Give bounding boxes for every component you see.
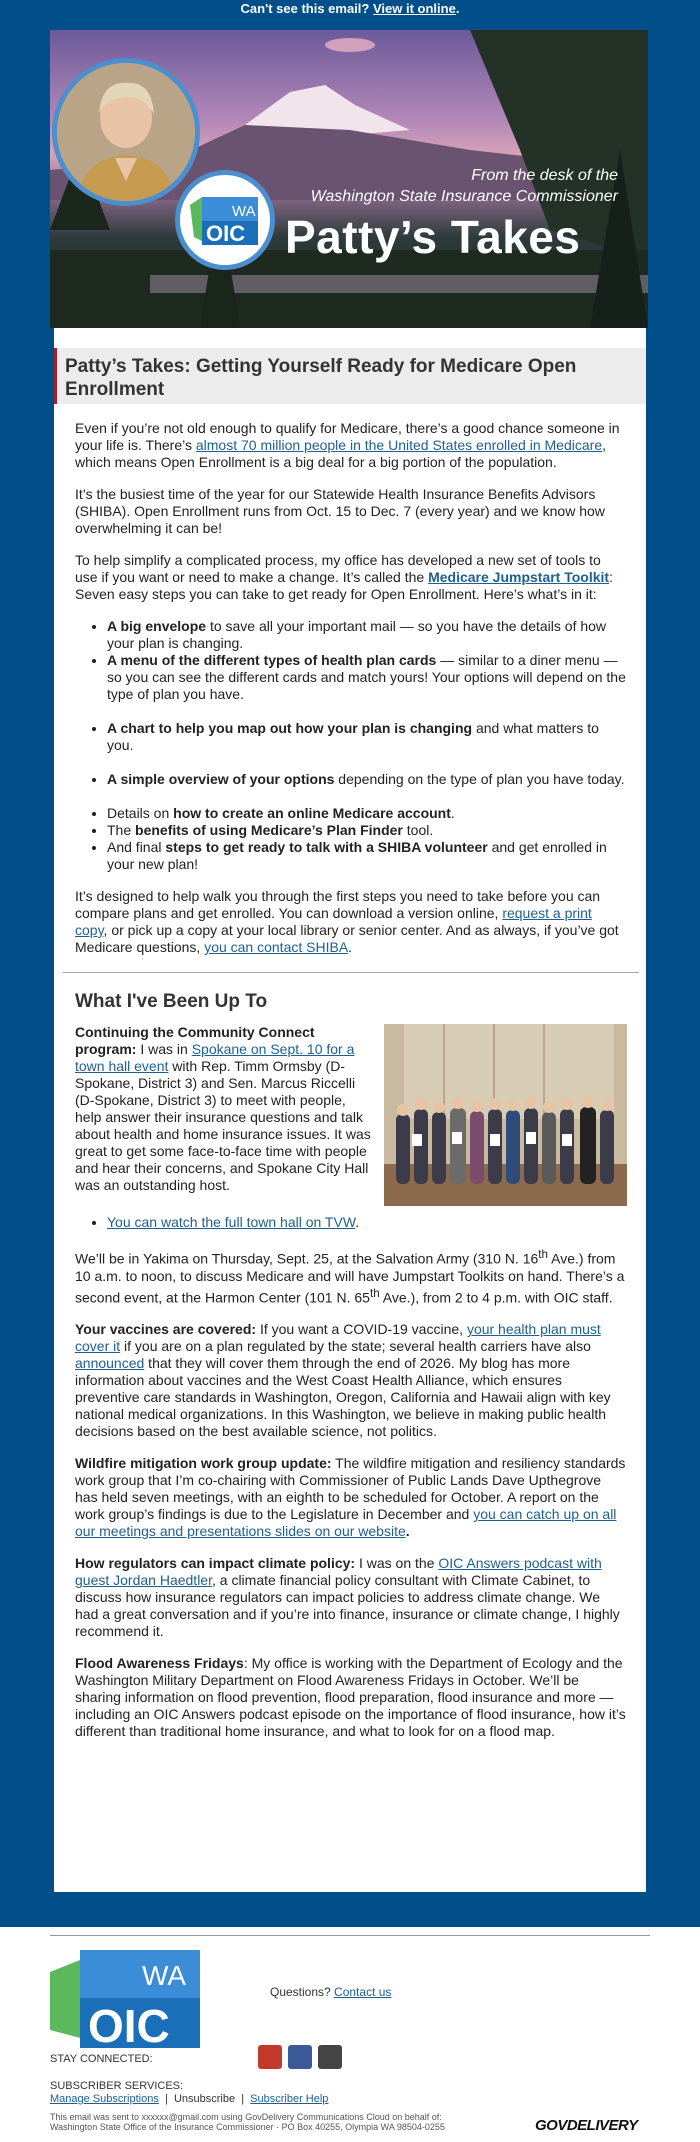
from-desk-line2: Washington State Insurance Commissioner: [310, 188, 618, 205]
hero-banner: [50, 30, 648, 328]
fine-print: This email was sent to xxxxxx@gmail.com using GovDelivery Communications Cloud on behalf of: Washington State Office of the Insurance Commissioner · PO Box 40255, Olympia WA 98504-0255: [50, 2112, 445, 2132]
wildfire-paragraph: Wildfire mitigation work group update: The wildfire mitigation and resiliency standards work group that I’m co-chairing with Commissioner of Public Lands Dave Upthegrove has held seven meetings, with an eighth to be scheduled for October. A report on the work group’s findings is due to the Legislature in December and you can catch up on all our meetings and presentations slides on our website.: [75, 1455, 626, 1540]
badge-oic-text: OIC: [206, 221, 246, 246]
footer-logo-wa: WA: [142, 1960, 187, 1991]
jumpstart-toolkit-link[interactable]: Medicare Jumpstart Toolkit: [428, 569, 610, 585]
oic-answers-podcast-link[interactable]: OIC Answers podcast with guest Jordan Haedtler: [75, 1555, 602, 1589]
preheader: Can't see this email? View it online.: [240, 1, 460, 16]
flood-paragraph: Flood Awareness Fridays: My office is working with the Department of Ecology and the Washington Military Department on Flood Awareness Fridays in October. We’ll be sharing information on flood prevention, flood preparation, flood insurance and more — including an OIC Answers podcast episode on the importance of flood insurance, how it’s different than traditional home insurance, and what to look for on a flood map.: [75, 1655, 626, 1740]
community-connect-paragraph: Continuing the Community Connect program: I was in Spokane on Sept. 10 for a town hall event with Rep. Timm Ormsby (D-Spokane, District 3) and Sen. Marcus Riccelli (D-Spokane, District 3) to meet with people, help answer their insurance questions and talk about health and home insurance issues. It was great to get some face-to-face time with people and hear their concerns, and Spokane City Hall was an outstanding host.: [75, 1024, 371, 1193]
oic-footer-logo[interactable]: [50, 1950, 200, 2048]
list-item: • A menu of the different types of health plan cards — similar to a diner menu — so you can see the different cards and match yours! Your options will depend on the type of plan you have.: [107, 652, 627, 703]
subscriber-services-label: SUBSCRIBER SERVICES:: [50, 2080, 184, 2092]
list-item: • The benefits of using Medicare’s Plan Finder tool.: [107, 822, 627, 839]
from-desk-caption: [311, 165, 618, 207]
list-item: • A simple overview of your options depending on the type of plan you have today.: [107, 771, 627, 788]
shiba-paragraph: It’s the busiest time of the year for our Statewide Health Insurance Benefits Advisors (SHIBA). Open Enrollment runs from Oct. 15 to Dec. 7 (every year) and we know how overwhelming it can be!: [75, 486, 605, 536]
email-footer: [0, 1927, 700, 2142]
preheader-text: Can't see this email?: [240, 1, 370, 16]
contact-shiba-link[interactable]: you can contact SHIBA: [204, 939, 349, 955]
facebook-icon[interactable]: [288, 2045, 312, 2069]
health-plan-cover-link[interactable]: your health plan must cover it: [75, 1321, 601, 1355]
badge-wa-text: WA: [232, 203, 256, 220]
commissioner-portrait: [52, 58, 200, 206]
list-item: • Details on how to create an online Medicare account.: [107, 805, 627, 822]
article-body: [75, 420, 627, 1755]
social-icons: [258, 2045, 342, 2069]
request-print-copy-link[interactable]: request a print copy: [75, 905, 592, 938]
toolkit-paragraph: To help simplify a complicated process, my office has developed a new set of tools to use if you want or need to make a change. It’s called the Medicare Jumpstart Toolkit: Seven easy steps you can take to get ready for Open Enrollment. Here’s what’s in it:: [75, 552, 613, 602]
unsubscribe-link[interactable]: Unsubscribe: [173, 2093, 236, 2105]
footer-logo-oic: OIC: [88, 2000, 170, 2048]
toolkit-list: [75, 618, 627, 873]
wildfire-website-link[interactable]: you can catch up on all our meetings and presentations slides on our website: [75, 1506, 617, 1540]
town-hall-photo: [384, 1024, 627, 1206]
content-card: [54, 328, 646, 1892]
contact-us-link[interactable]: Contact us: [334, 1985, 392, 1999]
govdelivery-logo: GOVDELIVERY: [535, 2117, 638, 2134]
questions-line: Questions? Contact us: [270, 1985, 392, 1999]
subscriber-help-link[interactable]: Subscriber Help: [250, 2093, 329, 2105]
from-desk-line1: From the desk of the: [471, 167, 618, 184]
section-divider: [63, 972, 639, 973]
instagram-icon[interactable]: [318, 2045, 342, 2069]
list-item: • A chart to help you map out how your plan is changing and what matters to you.: [107, 720, 627, 754]
list-item: • You can watch the full town hall on TVW.: [107, 1214, 627, 1231]
stay-connected-label: STAY CONNECTED:: [50, 2053, 153, 2065]
article-headline: Patty’s Takes: Getting Yourself Ready for Medicare Open Enrollment: [54, 348, 646, 404]
list-item: • A big envelope to save all your important mail — so you have the details of how your plan is changing.: [107, 618, 627, 652]
intro-paragraph: Even if you’re not old enough to qualify for Medicare, there’s a good chance someone in your life is. There’s almost 70 million people in the United States enrolled in Medicare, which means Open Enrollment is a big deal for a big portion of the population.: [75, 420, 620, 470]
newsletter-title: Patty’s Takes: [285, 211, 581, 263]
announced-link[interactable]: announced: [75, 1355, 145, 1372]
oic-logo-badge: [175, 170, 275, 270]
climate-paragraph: How regulators can impact climate policy: I was on the OIC Answers podcast with guest Jordan Haedtler, a climate financial policy consultant with Climate Cabinet, to discuss how insurance regulators can impact policies to address climate change. We had a great conversation and if you’re into finance, insurance or climate change, I highly recommend it.: [75, 1555, 620, 1640]
manage-subscriptions-link[interactable]: Manage Subscriptions: [50, 2093, 159, 2105]
vaccines-paragraph: Your vaccines are covered: If you want a COVID-19 vaccine, your health plan must cover it if you are on a plan regulated by the state; several health carriers have also announced that they will cover them through the end of 2026. My blog has more information about vaccines and the West Coast Health Alliance, which ensures preventive care standards in Washington, Oregon, California and Hawaii align with key national medical organizations. In this Washington, we believe in making public health decisions based on the best available science, not politics.: [75, 1321, 611, 1440]
view-online-link[interactable]: View it online: [372, 1, 456, 16]
footer-divider: [50, 1935, 650, 1936]
email-icon[interactable]: [258, 2045, 282, 2069]
download-paragraph: It’s designed to help walk you through the first steps you need to take before you can compare plans and get enrolled. You can download a version online, request a print copy, or pick up a copy at your local library or senior center. And as always, if you’ve got Medicare questions, you can contact SHIBA.: [75, 888, 619, 955]
spokane-town-hall-link[interactable]: Spokane on Sept. 10 for a town hall event: [75, 1041, 355, 1074]
subscriber-services: SUBSCRIBER SERVICES: Manage Subscriptions | Unsubscribe | Subscriber Help: [50, 2080, 329, 2105]
updates-heading: What I've Been Up To: [75, 991, 268, 1012]
yakima-paragraph: We’ll be in Yakima on Thursday, Sept. 25, at the Salvation Army (310 N. 16th Ave.) from 10 a.m. to noon, to discuss Medicare and will have Jumpstart Toolkits on hand. There’s a second event, at the Harmon Center (101 N. 65th Ave.), from 2 to 4 p.m. with OIC staff.: [75, 1248, 625, 1306]
tvw-list: [75, 1214, 627, 1231]
medicare-enrollment-link[interactable]: almost 70 million people in the United States enrolled in Medicare: [195, 437, 603, 453]
tvw-link[interactable]: You can watch the full town hall on TVW: [107, 1214, 356, 1230]
list-item: • And final steps to get ready to talk with a SHIBA volunteer and get enrolled in your new plan!: [107, 839, 627, 873]
